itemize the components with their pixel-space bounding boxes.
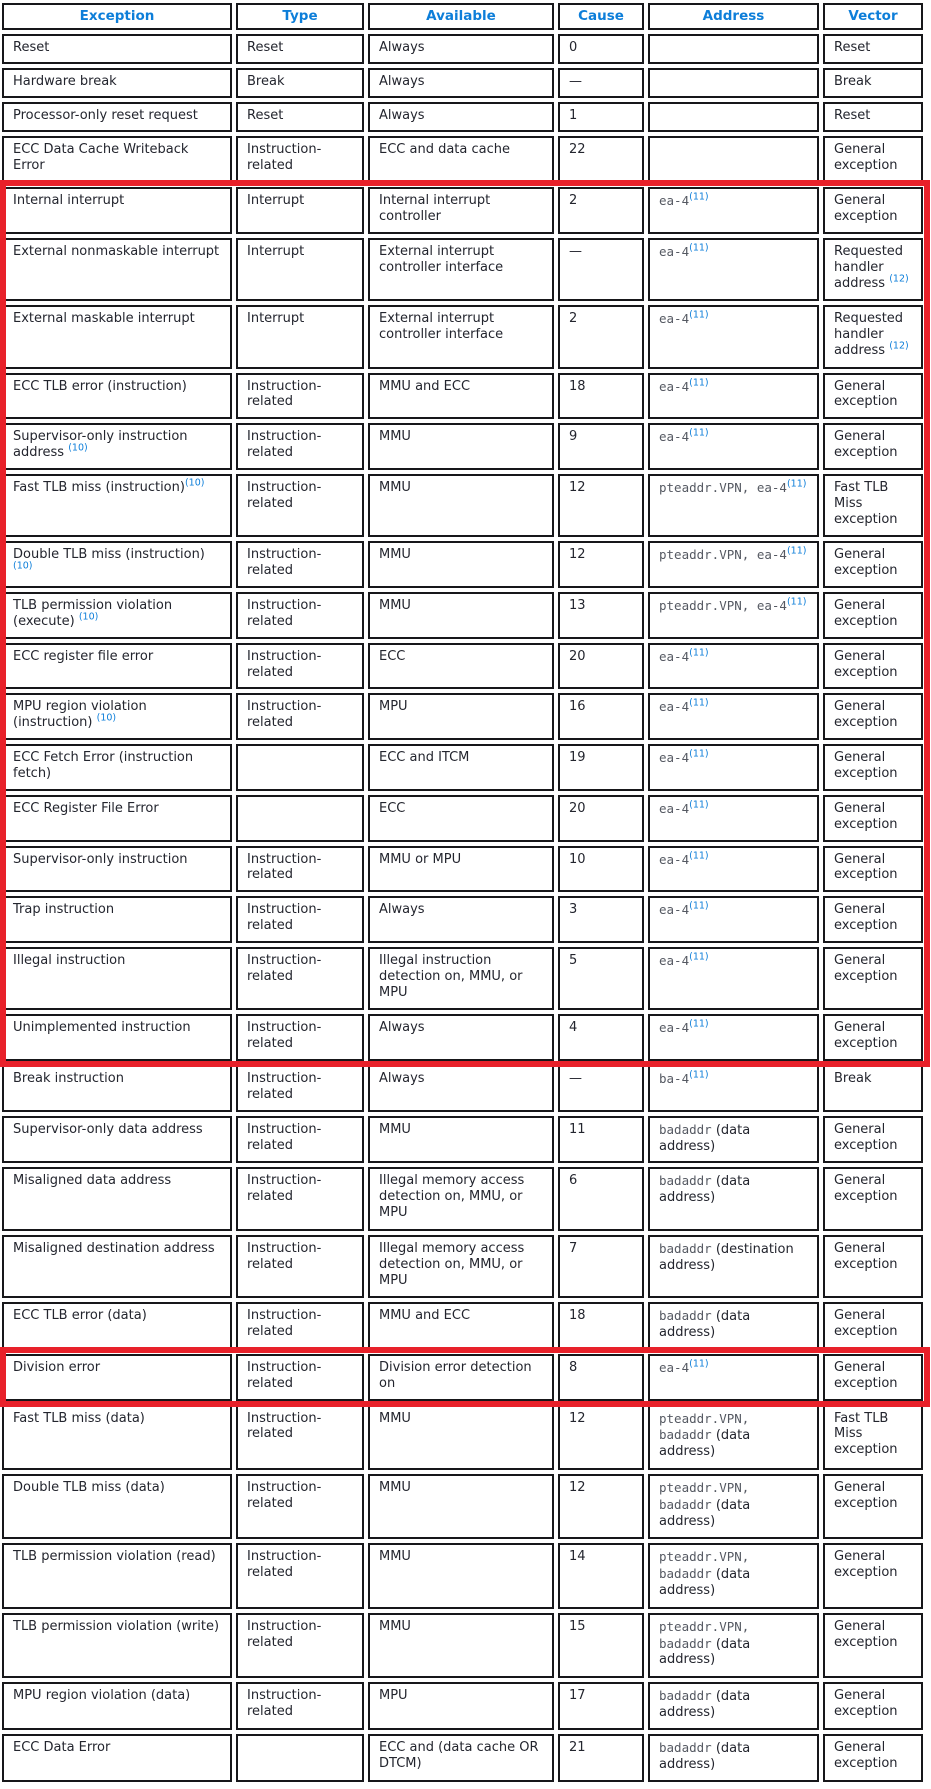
- cell-address: [648, 1354, 819, 1401]
- cell-exception: TLB permission violation (write): [2, 1613, 232, 1678]
- cell-available: MMU or MPU: [368, 846, 554, 893]
- cell-type: Instruction-related: [236, 1302, 364, 1350]
- cell-type: Instruction-related: [236, 1682, 364, 1730]
- cell-type: Instruction-related: [236, 423, 364, 470]
- footnote-ref: (11): [689, 309, 709, 321]
- cell-available: ECC and data cache: [368, 136, 554, 183]
- cell-exception: Unimplemented instruction: [2, 1014, 232, 1061]
- cell-cause: 10: [558, 846, 644, 893]
- cell-address: [648, 305, 819, 368]
- cell-available: Always: [368, 1065, 554, 1112]
- footnote-ref: (11): [689, 698, 709, 710]
- cell-vector: Break: [823, 68, 923, 98]
- cell-cause: 21: [558, 1734, 644, 1782]
- cell-exception: Double TLB miss (instruction) $^{(10)}$: [2, 541, 232, 588]
- cell-exception: Hardware break: [2, 68, 232, 98]
- cell-type: Interrupt: [236, 238, 364, 301]
- cell-cause: 18: [558, 373, 644, 420]
- cell-exception: ECC Fetch Error (instruction fetch): [2, 744, 232, 791]
- table-row: [2, 1302, 923, 1350]
- table-row: [2, 373, 923, 420]
- cell-available: MPU: [368, 1682, 554, 1730]
- cell-type: Instruction-related: [236, 1116, 364, 1164]
- cell-exception: Illegal instruction: [2, 947, 232, 1010]
- cell-address: [648, 541, 819, 588]
- footnote-ref: (10): [68, 442, 88, 454]
- cell-address: [648, 423, 819, 470]
- cell-address: [648, 846, 819, 893]
- cell-available: MMU: [368, 541, 554, 588]
- cell-exception: ECC TLB error (instruction): [2, 373, 232, 420]
- cell-vector: General exception: [823, 896, 923, 943]
- cell-address: [648, 136, 819, 183]
- table-row: [2, 136, 923, 183]
- register-name: pteaddr.VPN, badaddr: [659, 1479, 750, 1512]
- cell-vector: General exception: [823, 1302, 923, 1350]
- table-header-row: [2, 3, 923, 30]
- cell-address: [648, 947, 819, 1010]
- cell-type: [236, 744, 364, 791]
- cell-cause: 0: [558, 34, 644, 64]
- cell-vector: Requested handler address $^{(12)}$: [823, 238, 923, 301]
- footnote-ref: (11): [689, 1358, 709, 1370]
- cell-cause: 11: [558, 1116, 644, 1164]
- cell-address: badaddr (data address): [648, 1302, 819, 1350]
- cell-cause: 22: [558, 136, 644, 183]
- cell-available: ECC: [368, 643, 554, 690]
- cell-exception: TLB permission violation (read): [2, 1543, 232, 1608]
- table-row: [2, 1235, 923, 1298]
- cell-exception: External nonmaskable interrupt: [2, 238, 232, 301]
- table-row: [2, 238, 923, 301]
- cell-exception: Reset: [2, 34, 232, 64]
- cell-vector: General exception: [823, 1014, 923, 1061]
- footnote-ref: (11): [689, 191, 709, 203]
- cell-vector: Reset: [823, 34, 923, 64]
- footnote-ref: (10): [96, 712, 117, 724]
- cell-address: [648, 744, 819, 791]
- cell-available: MMU and ECC: [368, 1302, 554, 1350]
- cell-exception: Double TLB miss (data): [2, 1474, 232, 1539]
- cell-type: Instruction-related: [236, 373, 364, 420]
- cell-exception: ECC register file error: [2, 643, 232, 690]
- cell-exception: ECC Register File Error: [2, 795, 232, 842]
- cell-available: MMU: [368, 474, 554, 537]
- cell-vector: General exception: [823, 947, 923, 1010]
- cell-exception: Fast TLB miss (instruction)$^{(10)}$: [2, 474, 232, 537]
- register-name: pteaddr.VPN, ea-4: [659, 479, 787, 495]
- footnote-ref: (11): [689, 242, 709, 254]
- cell-type: Instruction-related: [236, 1405, 364, 1470]
- cell-exception: ECC TLB error (data): [2, 1302, 232, 1350]
- cell-vector: General exception: [823, 1682, 923, 1730]
- footnote-ref: (11): [786, 596, 807, 608]
- cell-address: [648, 896, 819, 943]
- table-row: [2, 1543, 923, 1608]
- table-row: [2, 1014, 923, 1061]
- cell-vector: Break: [823, 1065, 923, 1112]
- column-header-type: Type: [236, 3, 364, 30]
- footnote-ref: (12): [889, 340, 909, 352]
- cell-type: Instruction-related: [236, 1474, 364, 1539]
- cell-vector: General exception: [823, 373, 923, 420]
- footnote-ref: (10): [184, 477, 205, 489]
- table-row: [2, 1065, 923, 1112]
- cell-cause: 4: [558, 1014, 644, 1061]
- cell-vector: General exception: [823, 187, 923, 234]
- cell-cause: 8: [558, 1354, 644, 1401]
- table-row: [2, 643, 923, 690]
- cell-exception: External maskable interrupt: [2, 305, 232, 368]
- cell-vector: General exception: [823, 795, 923, 842]
- cell-cause: —: [558, 1065, 644, 1112]
- table-row: [2, 592, 923, 639]
- cell-vector: General exception: [823, 1235, 923, 1298]
- register-name: badaddr: [659, 1240, 712, 1256]
- table-row: [2, 68, 923, 98]
- cell-available: Always: [368, 68, 554, 98]
- cell-address: [648, 34, 819, 64]
- register-name: ea-4: [659, 902, 690, 918]
- cell-vector: General exception: [823, 693, 923, 740]
- cell-cause: 16: [558, 693, 644, 740]
- register-name: ea-4: [659, 952, 690, 968]
- cell-cause: 12: [558, 1405, 644, 1470]
- cell-vector: General exception: [823, 1474, 923, 1539]
- cell-exception: Misaligned destination address: [2, 1235, 232, 1298]
- cell-cause: 15: [558, 1613, 644, 1678]
- cell-cause: 20: [558, 643, 644, 690]
- cell-exception: ECC Data Cache Writeback Error: [2, 136, 232, 183]
- cell-available: Always: [368, 896, 554, 943]
- cell-cause: 1: [558, 102, 644, 132]
- footnote-ref: (10): [78, 611, 99, 623]
- cell-vector: General exception: [823, 846, 923, 893]
- register-name: ea-4: [659, 800, 690, 816]
- cell-cause: 12: [558, 474, 644, 537]
- cell-type: Instruction-related: [236, 1065, 364, 1112]
- register-name: ba-4: [659, 1071, 690, 1086]
- cell-type: Instruction-related: [236, 1613, 364, 1678]
- cell-exception: Break instruction: [2, 1065, 232, 1112]
- cell-exception: Supervisor-only data address: [2, 1116, 232, 1164]
- cell-cause: 14: [558, 1543, 644, 1608]
- cell-available: Illegal memory access detection on, MMU, or MPU: [368, 1167, 554, 1230]
- cell-type: Interrupt: [236, 305, 364, 368]
- cell-type: Instruction-related: [236, 592, 364, 639]
- register-name: pteaddr.VPN, badaddr: [659, 1618, 750, 1651]
- cell-address: badaddr (data address): [648, 1734, 819, 1782]
- table-row: [2, 1405, 923, 1470]
- cell-cause: 13: [558, 592, 644, 639]
- cell-address: [648, 187, 819, 234]
- cell-available: ECC: [368, 795, 554, 842]
- cell-exception: ECC Data Error: [2, 1734, 232, 1782]
- cell-available: MMU and ECC: [368, 373, 554, 420]
- exception-table-body: [2, 34, 923, 1782]
- cell-cause: 17: [558, 1682, 644, 1730]
- footnote-ref: (10): [13, 560, 33, 572]
- cell-address: [648, 592, 819, 639]
- cell-vector: General exception: [823, 643, 923, 690]
- cell-exception: Trap instruction: [2, 896, 232, 943]
- cell-available: MMU: [368, 592, 554, 639]
- cell-address: [648, 1065, 819, 1112]
- cell-type: Instruction-related: [236, 846, 364, 893]
- cell-exception: Misaligned data address: [2, 1167, 232, 1230]
- cell-address: pteaddr.VPN, badaddr (data address): [648, 1613, 819, 1678]
- cell-address: [648, 238, 819, 301]
- table-row: [2, 305, 923, 368]
- cell-vector: General exception: [823, 1116, 923, 1164]
- cell-available: MMU: [368, 1474, 554, 1539]
- cell-cause: 2: [558, 187, 644, 234]
- register-name: ea-4: [659, 429, 690, 445]
- table-row: [2, 423, 923, 470]
- cell-cause: —: [558, 238, 644, 301]
- register-name: pteaddr.VPN, ea-4: [659, 597, 787, 613]
- cell-vector: Fast TLB Miss exception: [823, 1405, 923, 1470]
- cell-type: Instruction-related: [236, 947, 364, 1010]
- table-row: [2, 744, 923, 791]
- table-row: [2, 187, 923, 234]
- cell-type: [236, 1734, 364, 1782]
- cell-cause: 6: [558, 1167, 644, 1230]
- cell-address: pteaddr.VPN, badaddr (data address): [648, 1543, 819, 1608]
- register-name: ea-4: [659, 648, 690, 664]
- cell-address: pteaddr.VPN, badaddr (data address): [648, 1405, 819, 1470]
- cell-available: Illegal memory access detection on, MMU, or MPU: [368, 1235, 554, 1298]
- cell-cause: 9: [558, 423, 644, 470]
- cell-vector: General exception: [823, 1543, 923, 1608]
- cell-type: Instruction-related: [236, 1235, 364, 1298]
- cell-vector: General exception: [823, 423, 923, 470]
- cell-vector: General exception: [823, 1167, 923, 1230]
- register-name: badaddr: [659, 1121, 712, 1137]
- cell-exception: Supervisor-only instruction: [2, 846, 232, 893]
- footnote-ref: (11): [689, 377, 709, 389]
- cell-available: MMU: [368, 1405, 554, 1470]
- column-header-available: Available: [368, 3, 554, 30]
- cell-cause: 19: [558, 744, 644, 791]
- cell-exception: TLB permission violation (execute) $^{(10)}$: [2, 592, 232, 639]
- cell-address: [648, 373, 819, 420]
- cell-type: Instruction-related: [236, 1014, 364, 1061]
- cell-available: MMU: [368, 423, 554, 470]
- cell-exception: Division error: [2, 1354, 232, 1401]
- cell-available: MMU: [368, 1613, 554, 1678]
- footnote-ref: (12): [889, 273, 909, 285]
- cell-type: Instruction-related: [236, 896, 364, 943]
- table-row: [2, 896, 923, 943]
- register-name: ea-4: [659, 699, 690, 715]
- cell-cause: 2: [558, 305, 644, 368]
- cell-exception: MPU region violation (data): [2, 1682, 232, 1730]
- cell-address: [648, 474, 819, 537]
- register-name: badaddr: [659, 1173, 712, 1189]
- cell-available: Illegal instruction detection on, MMU, or MPU: [368, 947, 554, 1010]
- cell-vector: General exception: [823, 541, 923, 588]
- footnote-ref: (11): [689, 951, 709, 963]
- cell-available: Always: [368, 1014, 554, 1061]
- cell-address: badaddr (data address): [648, 1682, 819, 1730]
- cell-address: badaddr (destination address): [648, 1235, 819, 1298]
- footnote-ref: (11): [786, 545, 807, 557]
- cell-address: [648, 643, 819, 690]
- cell-vector: General exception: [823, 1354, 923, 1401]
- cell-type: Instruction-related: [236, 474, 364, 537]
- cell-available: ECC and ITCM: [368, 744, 554, 791]
- cell-type: Instruction-related: [236, 136, 364, 183]
- footnote-ref: (11): [689, 900, 709, 912]
- table-row: [2, 1682, 923, 1730]
- register-name: badaddr: [659, 1739, 712, 1755]
- register-name: ea-4: [659, 851, 690, 867]
- cell-available: External interrupt controller interface: [368, 305, 554, 368]
- register-name: pteaddr.VPN, badaddr: [659, 1549, 750, 1582]
- register-name: pteaddr.VPN, badaddr: [659, 1410, 750, 1443]
- cell-address: [648, 102, 819, 132]
- footnote-ref: (11): [689, 799, 709, 811]
- footnote-ref: (11): [689, 850, 709, 862]
- cell-available: Division error detection on: [368, 1354, 554, 1401]
- cell-cause: 12: [558, 1474, 644, 1539]
- cell-type: Instruction-related: [236, 1354, 364, 1401]
- register-name: ea-4: [659, 311, 690, 327]
- cell-address: [648, 693, 819, 740]
- cell-address: badaddr (data address): [648, 1167, 819, 1230]
- cell-type: Reset: [236, 102, 364, 132]
- table-row: [2, 474, 923, 537]
- footnote-ref: (11): [689, 1069, 709, 1081]
- cell-cause: —: [558, 68, 644, 98]
- register-name: ea-4: [659, 193, 690, 209]
- cell-exception: MPU region violation (instruction) $^{(10)}$: [2, 693, 232, 740]
- table-row: [2, 1734, 923, 1782]
- cell-address: [648, 795, 819, 842]
- cell-type: Instruction-related: [236, 1167, 364, 1230]
- cell-vector: General exception: [823, 1734, 923, 1782]
- cell-type: Reset: [236, 34, 364, 64]
- footnote-ref: (11): [689, 748, 709, 760]
- cell-available: MPU: [368, 693, 554, 740]
- cell-vector: Fast TLB Miss exception: [823, 474, 923, 537]
- cell-vector: General exception: [823, 1613, 923, 1678]
- footnote-ref: (11): [689, 427, 709, 439]
- cell-address: pteaddr.VPN, badaddr (data address): [648, 1474, 819, 1539]
- register-name: ea-4: [659, 378, 690, 394]
- cell-type: [236, 795, 364, 842]
- cell-cause: 12: [558, 541, 644, 588]
- cell-available: MMU: [368, 1543, 554, 1608]
- cell-type: Instruction-related: [236, 643, 364, 690]
- cell-vector: General exception: [823, 136, 923, 183]
- cell-available: ECC and (data cache OR DTCM): [368, 1734, 554, 1782]
- cell-exception: Internal interrupt: [2, 187, 232, 234]
- cell-type: Interrupt: [236, 187, 364, 234]
- cell-vector: Reset: [823, 102, 923, 132]
- register-name: badaddr: [659, 1308, 712, 1324]
- cell-vector: General exception: [823, 744, 923, 791]
- register-name: ea-4: [659, 1020, 690, 1036]
- table-row: [2, 1354, 923, 1401]
- cell-vector: General exception: [823, 592, 923, 639]
- table-row: [2, 102, 923, 132]
- cell-available: External interrupt controller interface: [368, 238, 554, 301]
- table-row: [2, 1474, 923, 1539]
- cell-cause: 7: [558, 1235, 644, 1298]
- cell-type: Instruction-related: [236, 1543, 364, 1608]
- table-row: [2, 34, 923, 64]
- cell-available: MMU: [368, 1116, 554, 1164]
- register-name: pteaddr.VPN, ea-4: [659, 547, 787, 563]
- column-header-exception: Exception: [2, 3, 232, 30]
- table-row: [2, 795, 923, 842]
- cell-cause: 18: [558, 1302, 644, 1350]
- table-row: [2, 1613, 923, 1678]
- cell-exception: Supervisor-only instruction address $^{(10)}$: [2, 423, 232, 470]
- column-header-cause: Cause: [558, 3, 644, 30]
- table-row: [2, 693, 923, 740]
- table-row: [2, 846, 923, 893]
- column-header-address: Address: [648, 3, 819, 30]
- cell-available: Internal interrupt controller: [368, 187, 554, 234]
- footnote-ref: (11): [786, 478, 807, 490]
- table-row: [2, 1116, 923, 1164]
- cell-address: [648, 68, 819, 98]
- cell-address: badaddr (data address): [648, 1116, 819, 1164]
- register-name: ea-4: [659, 243, 690, 259]
- table-row: [2, 541, 923, 588]
- cell-vector: Requested handler address $^{(12)}$: [823, 305, 923, 368]
- column-header-vector: Vector: [823, 3, 923, 30]
- table-row: [2, 947, 923, 1010]
- cell-available: Always: [368, 34, 554, 64]
- register-name: ea-4: [659, 750, 690, 766]
- cell-type: Instruction-related: [236, 693, 364, 740]
- cell-type: Break: [236, 68, 364, 98]
- cell-exception: Processor-only reset request: [2, 102, 232, 132]
- footnote-ref: (11): [689, 1018, 709, 1030]
- cell-cause: 20: [558, 795, 644, 842]
- cell-available: Always: [368, 102, 554, 132]
- table-row: [2, 1167, 923, 1230]
- register-name: ea-4: [659, 1359, 690, 1375]
- cell-exception: Fast TLB miss (data): [2, 1405, 232, 1470]
- register-name: badaddr: [659, 1688, 712, 1704]
- cell-type: Instruction-related: [236, 541, 364, 588]
- cell-address: [648, 1014, 819, 1061]
- cell-cause: 5: [558, 947, 644, 1010]
- footnote-ref: (11): [689, 647, 709, 659]
- cell-cause: 3: [558, 896, 644, 943]
